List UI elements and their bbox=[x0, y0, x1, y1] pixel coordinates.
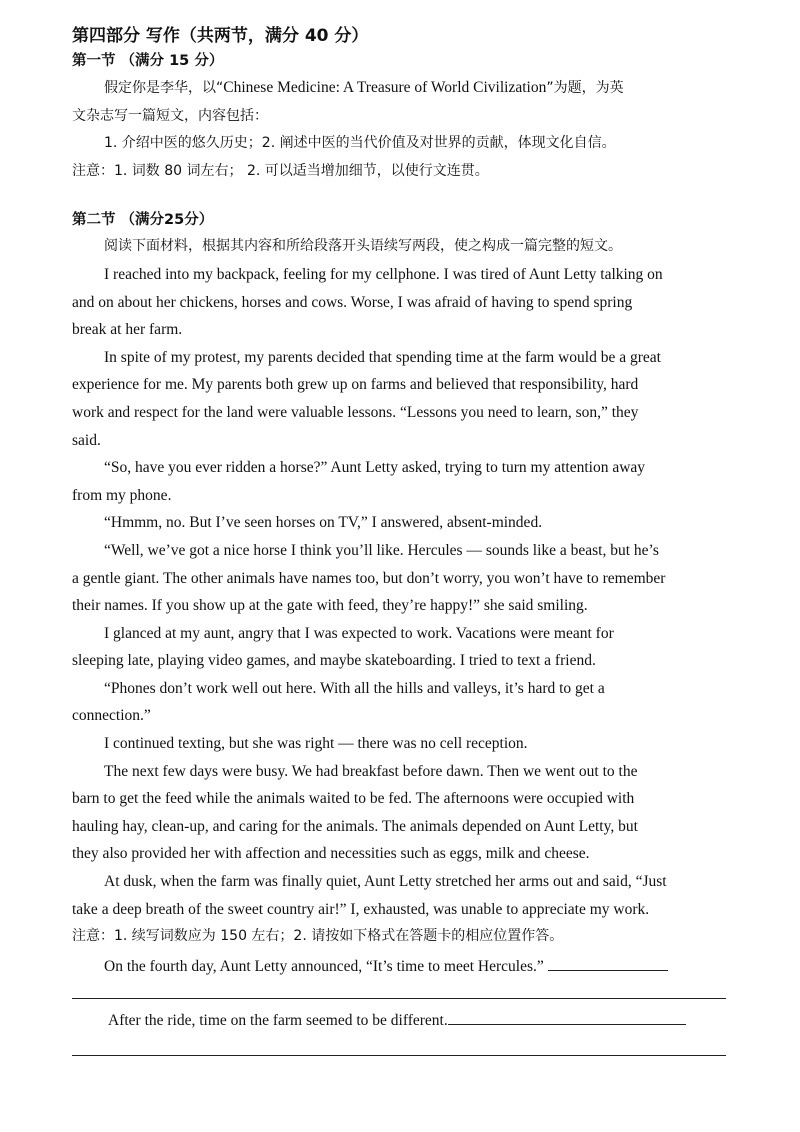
starter-1-text: On the fourth day, Aunt Letty announced, “It’s time to meet Hercules.” bbox=[104, 957, 544, 975]
section-2-note: 注意：1. 续写词数应为 150 左右；2. 请按如下格式在答题卡的相应位置作答。 bbox=[72, 928, 564, 945]
story-paragraph bbox=[72, 261, 726, 344]
story-paragraph bbox=[72, 509, 726, 537]
story-line: At dusk, when the farm was finally quiet, Aunt Letty stretched her arms out and said, “Just bbox=[104, 873, 667, 891]
story-paragraph bbox=[72, 675, 726, 730]
story-paragraph bbox=[72, 730, 726, 758]
story-line: their names. If you show up at the gate with feed, they’re happy!” she said smiling. bbox=[72, 597, 588, 615]
story-line: The next few days were busy. We had breakfast before dawn. Then we went out to the bbox=[104, 762, 638, 780]
section-1-heading: 第一节 （满分 15 分） bbox=[72, 53, 224, 69]
section-2 bbox=[72, 207, 726, 1056]
story-line: I continued texting, but she was right — there was no cell reception. bbox=[104, 735, 528, 753]
section-2-instruction: 阅读下面材料，根据其内容和所给段落开头语续写两段，使之构成一篇完整的短文。 bbox=[104, 238, 622, 255]
answer-line[interactable] bbox=[72, 1055, 726, 1056]
continuation-starter-1 bbox=[72, 953, 726, 981]
story-line: “Well, we’ve got a nice horse I think you’ll like. Hercules — sounds like a beast, but he’s bbox=[104, 541, 659, 559]
story-paragraph bbox=[72, 758, 726, 868]
answer-line[interactable] bbox=[72, 998, 726, 999]
story-line: I reached into my backpack, feeling for my cellphone. I was tired of Aunt Letty talking on bbox=[104, 265, 663, 283]
essay-title: Chinese Medicine: A Treasure of World Civilization bbox=[223, 79, 547, 96]
answer-blank-inline[interactable] bbox=[448, 1024, 686, 1025]
story-line: I glanced at my aunt, angry that I was expected to work. Vacations were meant for bbox=[104, 624, 614, 642]
story-line: connection.” bbox=[72, 707, 151, 725]
story-line: “So, have you ever ridden a horse?” Aunt Letty asked, trying to turn my attention away bbox=[104, 459, 646, 477]
story-line: a gentle giant. The other animals have names too, but don’t worry, you won’t have to remember bbox=[72, 569, 666, 587]
story-line: and on about her chickens, horses and cows. Worse, I was afraid of having to spend spring bbox=[72, 293, 633, 311]
section-1-prompt-line-2: 文杂志写一篇短文，内容包括： bbox=[72, 107, 268, 124]
story-paragraph bbox=[72, 537, 726, 620]
story-line: experience for me. My parents both grew up on farms and believed that responsibility, hard bbox=[72, 376, 639, 394]
story-line: barn to get the feed while the animals waited to be fed. The afternoons were occupied with bbox=[72, 790, 635, 808]
story-line: In spite of my protest, my parents decided that spending time at the farm would be a great bbox=[104, 348, 661, 366]
story-line: hauling hay, clean-up, and caring for the animals. The animals depended on Aunt Letty, but bbox=[72, 817, 638, 835]
prompt-prefix: 假定你是李华，以“ bbox=[104, 80, 224, 96]
story-line: work and respect for the land were valuable lessons. “Lessons you need to learn, son,” they bbox=[72, 403, 639, 421]
story-line: break at her farm. bbox=[72, 321, 183, 339]
story-line: said. bbox=[72, 431, 101, 449]
answer-blank-inline[interactable] bbox=[548, 970, 668, 971]
continuation-starter-2 bbox=[72, 1007, 726, 1035]
section-1-content-points: 1. 介绍中医的悠久历史；2. 阐述中医的当代价值及对世界的贡献，体现文化自信。 bbox=[104, 135, 616, 152]
starter-2-text: After the ride, time on the farm seemed to be different. bbox=[108, 1012, 448, 1030]
section-1-prompt-line-1 bbox=[72, 74, 726, 103]
story-line: from my phone. bbox=[72, 486, 172, 504]
prompt-suffix: ”为题，为英 bbox=[546, 80, 624, 96]
story-line: sleeping late, playing video games, and maybe skateboarding. I tried to text a friend. bbox=[72, 652, 596, 670]
story-paragraph bbox=[72, 868, 726, 923]
section-2-heading: 第二节 （满分25分） bbox=[72, 212, 214, 229]
story-paragraph bbox=[72, 454, 726, 509]
story-line: take a deep breath of the sweet country air!” I, exhausted, was unable to appreciate my work. bbox=[72, 900, 650, 918]
story-line: “Hmmm, no. But I’ve seen horses on TV,” I answered, absent-minded. bbox=[104, 514, 543, 532]
story-paragraph bbox=[72, 620, 726, 675]
story-paragraph bbox=[72, 344, 726, 454]
part-title: 第四部分 写作（共两节，满分 40 分） bbox=[72, 26, 369, 46]
story-line: they also provided her with affection and necessities such as eggs, milk and cheese. bbox=[72, 845, 590, 863]
story-line: “Phones don’t work well out here. With all the hills and valleys, it’s hard to get a bbox=[104, 679, 605, 697]
section-1-note: 注意：1. 词数 80 词左右； 2. 可以适当增加细节，以使行文连贯。 bbox=[72, 162, 489, 179]
section-1 bbox=[72, 48, 726, 185]
